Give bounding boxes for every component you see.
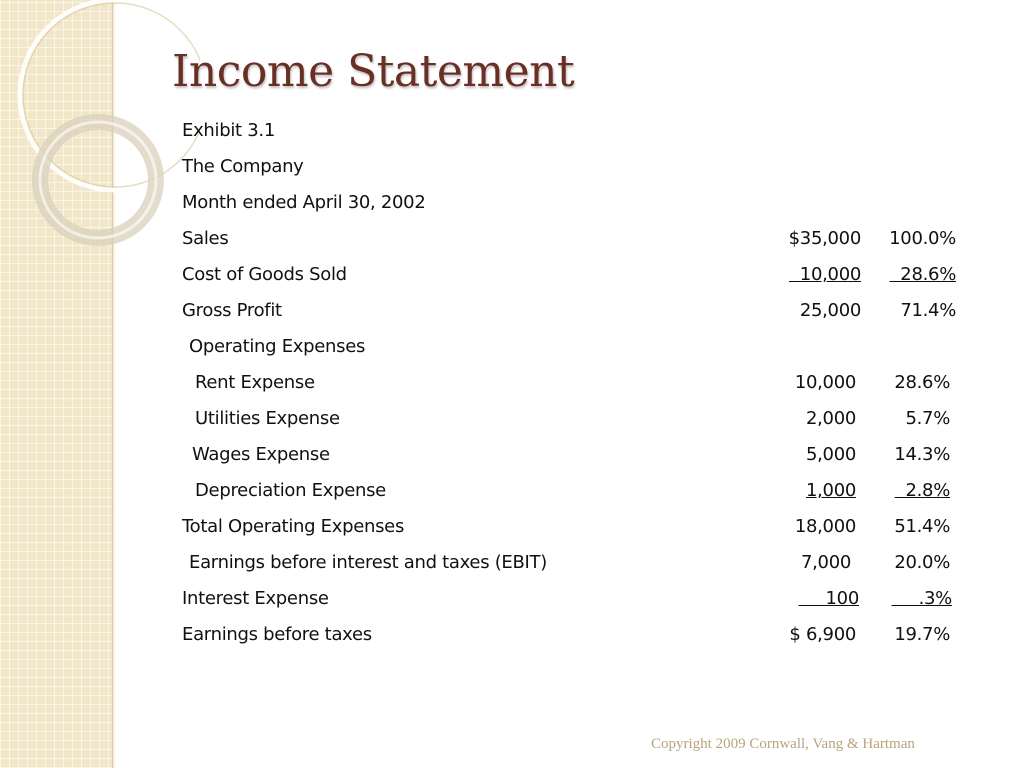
row-percent: 20.0% (894, 552, 950, 573)
row-gross-profit (0, 300, 1024, 330)
period-row (0, 192, 1024, 222)
row-label: Earnings before taxes (182, 624, 372, 645)
row-percent: 2.8% (894, 480, 950, 501)
row-amount: 1,000 (805, 480, 856, 501)
row-earnings-before-taxes (0, 624, 1024, 654)
row-percent: 28.6% (889, 264, 956, 285)
row-amount: 10,000 (794, 372, 856, 393)
row-percent: 19.7% (894, 624, 950, 645)
row-label: Cost of Goods Sold (182, 264, 347, 285)
row-label: Utilities Expense (195, 408, 340, 429)
row-label: Rent Expense (195, 372, 315, 393)
row-amount: 5,000 (805, 444, 856, 465)
row-label: Total Operating Expenses (182, 516, 405, 537)
row-label: Gross Profit (182, 300, 282, 321)
copyright-footer: Copyright 2009 Cornwall, Vang & Hartman (651, 736, 915, 752)
row-percent: 5.7% (905, 408, 950, 429)
company-name: The Company (182, 156, 304, 177)
company-row (0, 156, 1024, 186)
period-label: Month ended April 30, 2002 (182, 192, 426, 213)
row-amount: $35,000 (788, 228, 861, 249)
row-percent: 28.6% (894, 372, 950, 393)
row-depreciation-expense (0, 480, 1024, 510)
row-ebit (0, 552, 1024, 582)
row-cost-of-goods-sold (0, 264, 1024, 294)
row-amount: 10,000 (788, 264, 861, 285)
exhibit-row (0, 120, 1024, 150)
row-rent-expense (0, 372, 1024, 402)
row-utilities-expense (0, 408, 1024, 438)
row-amount: 18,000 (794, 516, 856, 537)
row-label: Wages Expense (192, 444, 330, 465)
row-label: Depreciation Expense (195, 480, 386, 501)
slide-title: Income Statement (172, 46, 575, 97)
row-amount: 7,000 (800, 552, 851, 573)
row-label: Interest Expense (182, 588, 329, 609)
row-total-operating-expenses (0, 516, 1024, 546)
row-label: Sales (182, 228, 229, 249)
row-amount: 2,000 (805, 408, 856, 429)
row-amount: $ 6,900 (789, 624, 856, 645)
row-operating-expenses (0, 336, 1024, 366)
row-sales (0, 228, 1024, 258)
row-wages-expense (0, 444, 1024, 474)
row-percent: 14.3% (894, 444, 950, 465)
row-amount: 100 (798, 588, 859, 609)
row-amount: 25,000 (799, 300, 861, 321)
row-percent: 71.4% (900, 300, 956, 321)
row-percent: 100.0% (889, 228, 956, 249)
exhibit-label: Exhibit 3.1 (182, 120, 275, 141)
row-label: Earnings before interest and taxes (EBIT) (189, 552, 547, 573)
row-percent: .3% (891, 588, 952, 609)
row-interest-expense (0, 588, 1024, 618)
row-label: Operating Expenses (189, 336, 366, 357)
row-percent: 51.4% (894, 516, 950, 537)
